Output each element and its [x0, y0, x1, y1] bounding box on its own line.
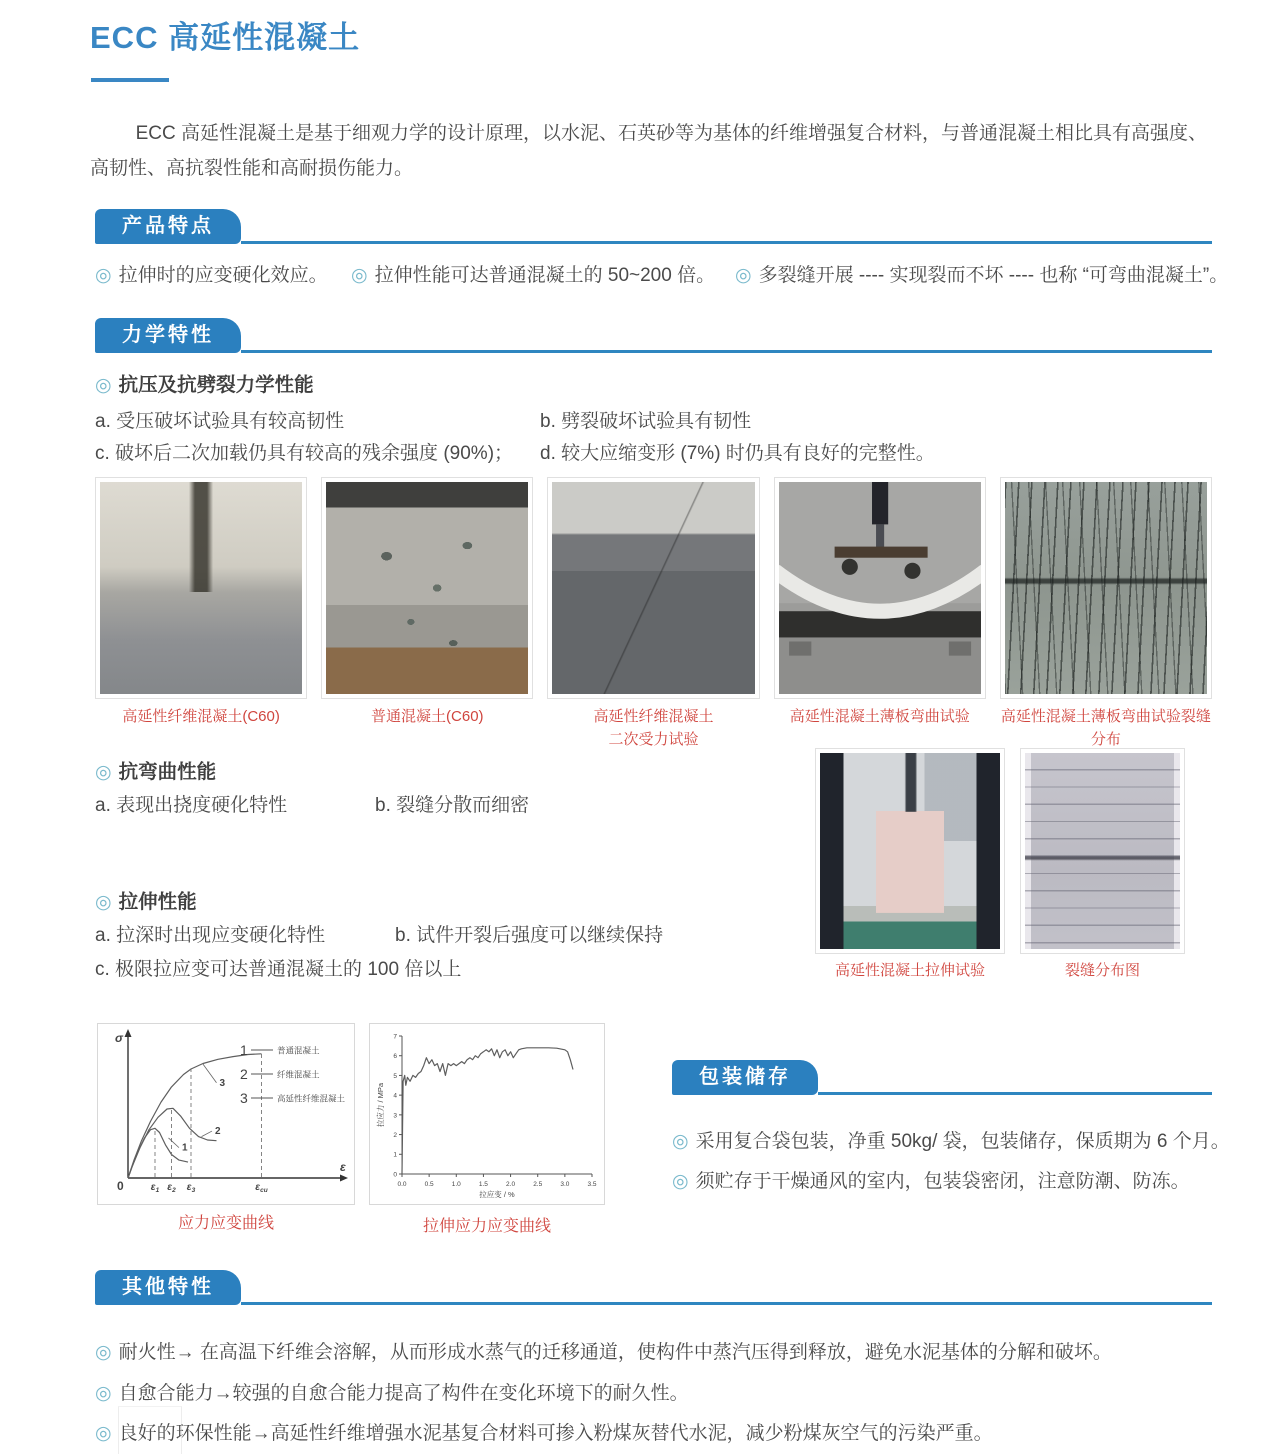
- feature-item: [735, 260, 1228, 287]
- tensile-item-a: a. 拉深时出现应变硬化特性: [95, 925, 326, 946]
- svg-text:2.5: 2.5: [533, 1181, 543, 1188]
- svg-text:3.0: 3.0: [560, 1181, 570, 1188]
- chart-caption-stress-strain: 应力应变曲线: [177, 1215, 274, 1232]
- bending-item-b: b. 裂缝分散而细密: [375, 795, 530, 816]
- section-header-mechanical: [95, 318, 1212, 353]
- figure-crack-map-image: [1025, 753, 1180, 949]
- feature-text: 拉伸性能可达普通混凝土的 50~200 倍。: [374, 265, 716, 286]
- feature-text: 拉伸时的应变硬化效应。: [118, 265, 328, 286]
- svg-text:2: 2: [215, 1126, 221, 1138]
- svg-text:ε: ε: [340, 1160, 346, 1174]
- photo-caption: 高延性纤维混凝土(C60): [122, 708, 280, 725]
- svg-text:普通混凝土: 普通混凝土: [277, 1045, 320, 1056]
- feature-item: [95, 260, 328, 287]
- section-rule-other: [241, 1302, 1212, 1305]
- svg-text:σ: σ: [115, 1031, 123, 1045]
- bullseye-bullet-icon: ◎: [95, 892, 112, 913]
- svg-text:ε2: $\varepsilon_2$: [167, 1182, 176, 1194]
- svg-text:7: 7: [393, 1033, 397, 1041]
- section-header-other: [95, 1270, 1212, 1305]
- svg-text:1: 1: [182, 1142, 188, 1154]
- subhead-bending: ◎ 抗弯曲性能: [95, 761, 217, 783]
- svg-text:拉应力 / MPa: 拉应力 / MPa: [376, 1082, 385, 1128]
- svg-text:高延性纤维混凝土: 高延性纤维混凝土: [277, 1093, 346, 1104]
- bullseye-bullet-icon: ◎: [95, 762, 112, 783]
- photo-hdc-c60: [95, 477, 307, 699]
- svg-text:1.5: 1.5: [478, 1181, 488, 1188]
- svg-text:0: 0: [117, 1179, 124, 1193]
- packaging-item: ◎ 须贮存于干燥通风的室内，包装袋密闭，注意防潮、防冻。: [672, 1171, 1190, 1192]
- bullseye-bullet-icon: ◎: [95, 265, 112, 286]
- svg-text:0.0: 0.0: [397, 1181, 407, 1188]
- other-item: ◎ 自愈合能力→较强的自愈合能力提高了构件在变化环境下的耐久性。: [95, 1383, 689, 1404]
- svg-text:ε3: $\varepsilon_3$: [186, 1182, 196, 1194]
- section-header-features: [95, 209, 1212, 244]
- bending-item-a: a. 表现出挠度硬化特性: [95, 795, 288, 816]
- feature-item: [351, 260, 715, 287]
- compression-item-a: a. 受压破坏试验具有较高韧性: [95, 411, 345, 432]
- chart-stress-strain: [97, 1023, 355, 1205]
- photo-secondary-load-image: [552, 482, 754, 694]
- section-badge-packaging: 包装储存: [672, 1060, 818, 1095]
- other-item: ◎ 良好的环保性能→高延性纤维增强水泥基复合材料可掺入粉煤灰替代水泥，减少粉煤灰空气的污染严重。: [95, 1423, 993, 1444]
- specimen-photo-strip: [95, 477, 1212, 699]
- bullseye-bullet-icon: ◎: [95, 1383, 112, 1404]
- photo-crack-distribution: [1000, 477, 1212, 699]
- photo-ordinary-c60-image: [326, 482, 528, 694]
- photo-caption: 高延性混凝土薄板弯曲试验裂缝分布: [1000, 708, 1211, 748]
- svg-text:1.0: 1.0: [451, 1181, 461, 1188]
- chart-tensile-curve: [369, 1023, 605, 1205]
- compression-item-d: d. 较大应缩变形 (7%) 时仍具有良好的完整性。: [540, 443, 935, 464]
- svg-text:εcu: $\varepsilon_{cu}$: [255, 1182, 268, 1194]
- svg-text:4: 4: [393, 1092, 397, 1100]
- specimen-caption-strip: [95, 706, 1212, 751]
- subhead-tensile: ◎ 拉伸性能: [95, 891, 197, 913]
- photo-hdc-c60-image: [100, 482, 302, 694]
- bullseye-bullet-icon: ◎: [735, 265, 752, 286]
- svg-text:3.5: 3.5: [587, 1181, 597, 1188]
- chart-tensile-curve-plot: [370, 1024, 604, 1204]
- intro-paragraph: ECC 高延性混凝土是基于细观力学的设计原理，以水泥、石英砂等为基体的纤维增强复合材料，与普通混凝土相比具有高强度、高韧性、高抗裂性能和高耐损伤能力。: [90, 123, 1207, 179]
- photo-plate-bending-image: [779, 482, 981, 694]
- figure-tensile-test: [815, 748, 1005, 954]
- bullseye-bullet-icon: ◎: [95, 1342, 112, 1363]
- bullseye-bullet-icon: ◎: [95, 1423, 112, 1444]
- svg-text:3: 3: [393, 1112, 397, 1120]
- svg-text:5: 5: [393, 1072, 397, 1080]
- svg-text:1: 1: [240, 1042, 248, 1058]
- packaging-item: ◎ 采用复合袋包装，净重 50kg/ 袋，包装储存，保质期为 6 个月。: [672, 1131, 1230, 1152]
- chart-caption-tensile: 拉伸应力应变曲线: [422, 1218, 551, 1235]
- compression-item-b: b. 劈裂破坏试验具有韧性: [540, 411, 752, 432]
- svg-text:1: 1: [393, 1151, 397, 1159]
- compression-item-c: c. 破坏后二次加载仍具有较高的残余强度 (90%)；: [95, 443, 514, 464]
- photo-secondary-load: [547, 477, 759, 699]
- photo-plate-bending: [774, 477, 986, 699]
- svg-text:6: 6: [393, 1053, 397, 1061]
- feature-text: 多裂缝开展 ---- 实现裂而不坏 ---- 也称 “可弯曲混凝土”。: [758, 265, 1229, 286]
- photo-ordinary-c60: [321, 477, 533, 699]
- bullseye-bullet-icon: ◎: [672, 1131, 689, 1152]
- section-rule-mechanical: [241, 350, 1212, 353]
- svg-text:2.0: 2.0: [506, 1181, 516, 1188]
- figure-crack-map: [1020, 748, 1185, 954]
- bullseye-bullet-icon: ◎: [95, 375, 112, 396]
- svg-text:拉应变 / %: 拉应变 / %: [479, 1190, 515, 1199]
- svg-text:3: 3: [240, 1090, 248, 1106]
- svg-text:0.5: 0.5: [424, 1181, 434, 1188]
- figure-caption-tensile: 高延性混凝土拉伸试验: [834, 962, 985, 979]
- section-badge-other: 其他特性: [95, 1270, 241, 1305]
- tensile-item-c: c. 极限拉应变可达普通混凝土的 100 倍以上: [95, 959, 462, 980]
- photo-caption: 高延性纤维混凝土 二次受力试验: [593, 708, 714, 748]
- chart-stress-strain-plot: [98, 1024, 354, 1204]
- svg-text:0: 0: [393, 1171, 397, 1179]
- faint-watermark: [118, 1406, 182, 1454]
- section-badge-mechanical: 力学特性: [95, 318, 241, 353]
- svg-text:3: 3: [219, 1077, 226, 1089]
- other-item: ◎ 耐火性→ 在高温下纤维会溶解，从而形成水蒸气的迁移通道，使构件中蒸汽压得到释放，避免水泥基体的分解和破坏。: [95, 1342, 1112, 1363]
- photo-caption: 高延性混凝土薄板弯曲试验: [789, 708, 970, 725]
- section-rule-features: [241, 241, 1212, 244]
- svg-text:2: 2: [393, 1131, 397, 1139]
- title-underline: [91, 78, 169, 82]
- figure-tensile-test-image: [820, 753, 1000, 949]
- bullseye-bullet-icon: ◎: [351, 265, 368, 286]
- section-rule-packaging: [818, 1092, 1212, 1095]
- section-header-packaging: [672, 1060, 1212, 1095]
- svg-text:纤维混凝土: 纤维混凝土: [277, 1069, 320, 1080]
- subhead-compression: ◎ 抗压及抗劈裂力学性能: [95, 374, 314, 396]
- bullseye-bullet-icon: ◎: [672, 1171, 689, 1192]
- section-badge-features: 产品特点: [95, 209, 241, 244]
- figure-caption-crackmap: 裂缝分布图: [1064, 962, 1140, 979]
- page-title: ECC 高延性混凝土: [90, 20, 361, 55]
- svg-text:ε1: $\varepsilon_1$: [150, 1182, 160, 1194]
- svg-text:2: 2: [240, 1066, 248, 1082]
- photo-crack-distribution-image: [1005, 482, 1207, 694]
- photo-caption: 普通混凝土(C60): [371, 708, 484, 725]
- tensile-item-b: b. 试件开裂后强度可以继续保持: [395, 925, 664, 946]
